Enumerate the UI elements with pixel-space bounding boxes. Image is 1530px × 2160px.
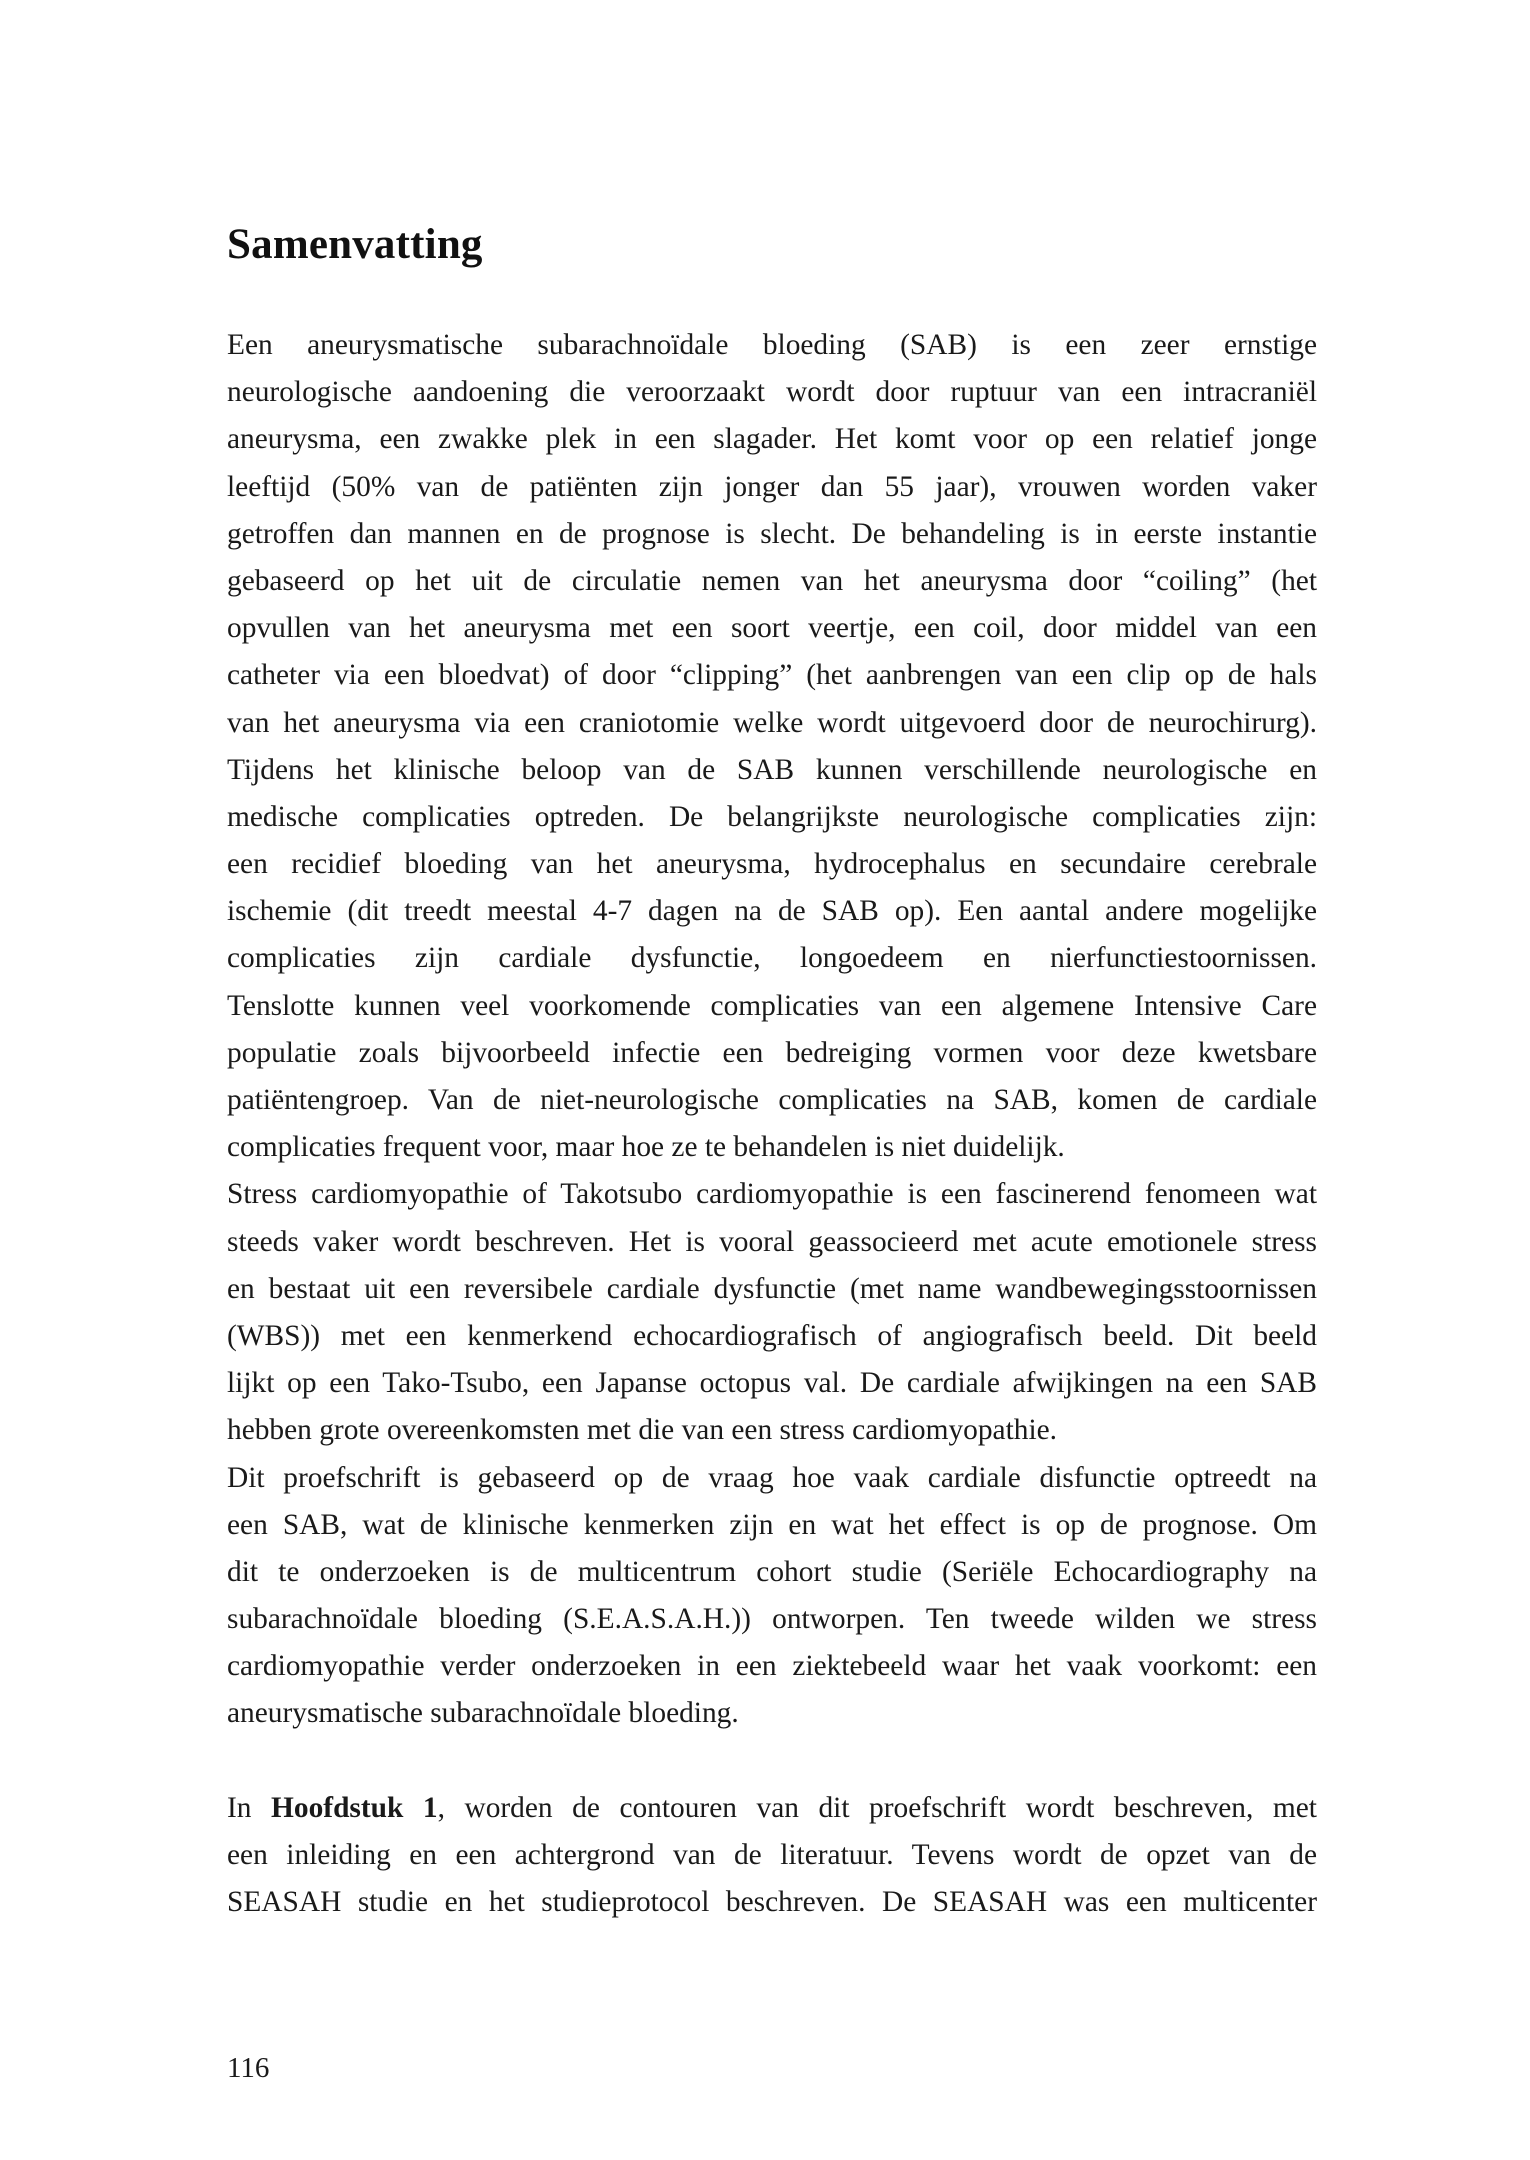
text-line: getroffen dan mannen en de prognose is slecht. De behandeling is in eerste instantie bbox=[227, 517, 1317, 550]
text-fragment: In bbox=[227, 1791, 272, 1824]
text-line: aneurysmatische subarachnoïdale bloeding. bbox=[227, 1697, 739, 1730]
text-line: Dit proefschrift is gebaseerd op de vraag hoe vaak cardiale disfunctie optreedt na bbox=[227, 1461, 1317, 1494]
text-line: subarachnoïdale bloeding (S.E.A.S.A.H.)) ontworpen. Ten tweede wilden we stress bbox=[227, 1603, 1317, 1636]
paragraph-intro bbox=[227, 322, 1317, 1171]
text-line: ischemie (dit treedt meestal 4-7 dagen na de SAB op). Een aantal andere mogelijke bbox=[227, 895, 1317, 928]
text-line: een SAB, wat de klinische kenmerken zijn en wat het effect is op de prognose. Om bbox=[227, 1508, 1317, 1541]
text-line: gebaseerd op het uit de circulatie nemen van het aneurysma door “coiling” (het bbox=[227, 564, 1317, 597]
text-line: Stress cardiomyopathie of Takotsubo cardiomyopathie is een fascinerend fenomeen wat bbox=[227, 1178, 1317, 1211]
text-line: populatie zoals bijvoorbeeld infectie een bedreiging vormen voor deze kwetsbare bbox=[227, 1036, 1317, 1069]
page-title: Samenvatting bbox=[227, 221, 483, 268]
text-line: complicaties frequent voor, maar hoe ze te behandelen is niet duidelijk. bbox=[227, 1131, 1065, 1164]
text-line: een inleiding en een achtergrond van de literatuur. Tevens wordt de opzet van de bbox=[227, 1839, 1317, 1871]
text-line: opvullen van het aneurysma met een soort veertje, een coil, door middel van een bbox=[227, 612, 1317, 645]
text-line: Tijdens het klinische beloop van de SAB kunnen verschillende neurologische en bbox=[227, 753, 1317, 786]
paragraph-stress-cardiomyopathy bbox=[227, 1171, 1317, 1454]
text-line: complicaties zijn cardiale dysfunctie, longoedeem en nierfunctiestoornissen. bbox=[227, 942, 1317, 975]
text-line: leeftijd (50% van de patiënten zijn jonger dan 55 jaar), vrouwen worden vaker bbox=[227, 470, 1317, 503]
text-line: hebben grote overeenkomsten met die van een stress cardiomyopathie. bbox=[227, 1414, 1057, 1447]
body-text bbox=[227, 322, 1317, 1926]
text-fragment: , worden de contouren van dit proefschrift wordt beschreven, met bbox=[437, 1791, 1317, 1824]
text-line: steeds vaker wordt beschreven. Het is vooral geassocieerd met acute emotionele stress bbox=[227, 1225, 1317, 1258]
text-line: neurologische aandoening die veroorzaakt wordt door ruptuur van een intracraniël bbox=[227, 376, 1317, 409]
text-line: Een aneurysmatische subarachnoïdale bloeding (SAB) is een zeer ernstige bbox=[227, 329, 1317, 361]
paragraph-research-question bbox=[227, 1455, 1317, 1738]
text-line: aneurysma, een zwakke plek in een slagader. Het komt voor op een relatief jonge bbox=[227, 423, 1317, 456]
paragraph-chapter-1 bbox=[227, 1785, 1317, 1927]
paragraph-spacer bbox=[227, 1738, 1317, 1785]
page-number: 116 bbox=[227, 2052, 270, 2084]
text-line: lijkt op een Tako-Tsubo, een Japanse octopus val. De cardiale afwijkingen na een SAB bbox=[227, 1367, 1317, 1400]
text-line: SEASAH studie en het studieprotocol beschreven. De SEASAH was een multicenter bbox=[227, 1886, 1317, 1919]
document-page bbox=[227, 0, 1317, 2160]
text-line bbox=[227, 1785, 1317, 1832]
chapter-reference: Hoofdstuk 1 bbox=[271, 1791, 438, 1824]
text-line: (WBS)) met een kenmerkend echocardiografisch of angiografisch beeld. Dit beeld bbox=[227, 1319, 1317, 1352]
text-line: dit te onderzoeken is de multicentrum cohort studie (Seriële Echocardiography na bbox=[227, 1555, 1317, 1588]
text-line: catheter via een bloedvat) of door “clipping” (het aanbrengen van een clip op de hals bbox=[227, 659, 1317, 692]
text-line: Tenslotte kunnen veel voorkomende complicaties van een algemene Intensive Care bbox=[227, 989, 1317, 1022]
text-line: patiëntengroep. Van de niet-neurologische complicaties na SAB, komen de cardiale bbox=[227, 1084, 1317, 1116]
text-line: medische complicaties optreden. De belangrijkste neurologische complicaties zijn: bbox=[227, 800, 1317, 833]
text-line: van het aneurysma via een craniotomie welke wordt uitgevoerd door de neurochirurg). bbox=[227, 706, 1317, 739]
text-line: een recidief bloeding van het aneurysma, hydrocephalus en secundaire cerebrale bbox=[227, 848, 1317, 881]
text-line: en bestaat uit een reversibele cardiale dysfunctie (met name wandbewegingsstoornissen bbox=[227, 1272, 1317, 1305]
text-line: cardiomyopathie verder onderzoeken in een ziektebeeld waar het vaak voorkomt: een bbox=[227, 1650, 1317, 1683]
